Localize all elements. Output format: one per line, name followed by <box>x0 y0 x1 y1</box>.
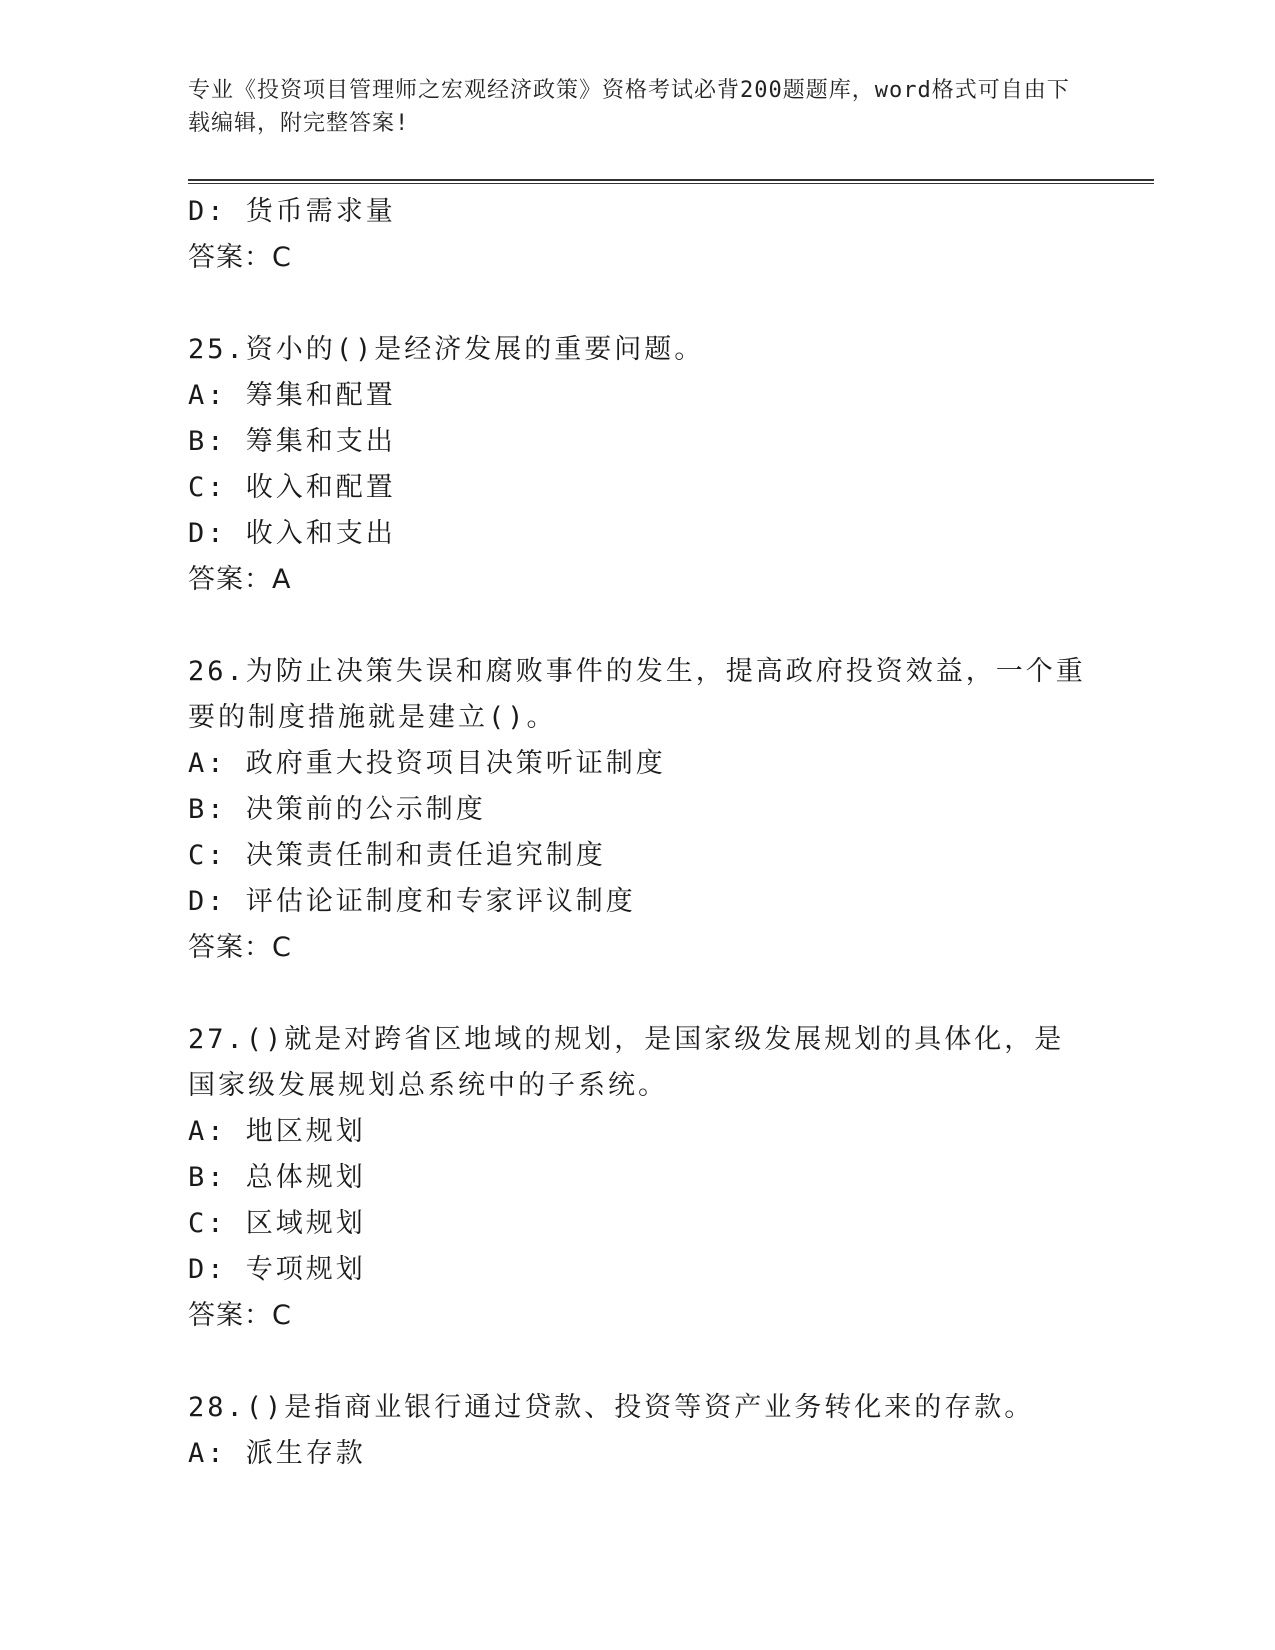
option-d: D: 货币需求量 <box>188 196 396 227</box>
question-27 <box>188 1017 1088 1339</box>
option-c: C: 决策责任制和责任追究制度 <box>188 840 606 871</box>
option-a: A: 地区规划 <box>188 1116 366 1147</box>
option-d: D: 评估论证制度和专家评议制度 <box>188 886 636 917</box>
question-content <box>188 189 1088 1477</box>
answer: 答案：C <box>188 932 292 963</box>
question-text: 28.()是指商业银行通过贷款、投资等资产业务转化来的存款。 <box>188 1392 1035 1423</box>
question-text: 25.资小的()是经济发展的重要问题。 <box>188 334 705 365</box>
question-26 <box>188 649 1088 971</box>
option-c: C: 区域规划 <box>188 1208 366 1239</box>
option-c: C: 收入和配置 <box>188 472 396 503</box>
option-b: B: 总体规划 <box>188 1162 366 1193</box>
option-a: A: 筹集和配置 <box>188 380 396 411</box>
question-text: 27.()就是对跨省区地域的规划，是国家级发展规划的具体化，是国家级发展规划总系统中的子系统。 <box>188 1024 1065 1101</box>
question-25 <box>188 327 1088 603</box>
answer: 答案：C <box>188 1300 292 1331</box>
spacer <box>188 603 1088 649</box>
spacer <box>188 1339 1088 1385</box>
spacer <box>188 281 1088 327</box>
option-a: A: 政府重大投资项目决策听证制度 <box>188 748 666 779</box>
spacer <box>188 971 1088 1017</box>
option-d: D: 专项规划 <box>188 1254 366 1285</box>
option-b: B: 筹集和支出 <box>188 426 396 457</box>
question-text: 26.为防止决策失误和腐败事件的发生，提高政府投资效益，一个重要的制度措施就是建立()。 <box>188 656 1086 733</box>
answer: 答案：A <box>188 564 292 595</box>
answer: 答案：C <box>188 242 292 273</box>
question-28 <box>188 1385 1088 1477</box>
header-divider <box>188 179 1154 184</box>
option-b: B: 决策前的公示制度 <box>188 794 486 825</box>
option-d: D: 收入和支出 <box>188 518 396 549</box>
document-header: 专业《投资项目管理师之宏观经济政策》资格考试必背200题题库，word格式可自由下载编辑，附完整答案! <box>188 78 1070 136</box>
option-a: A: 派生存款 <box>188 1438 366 1469</box>
